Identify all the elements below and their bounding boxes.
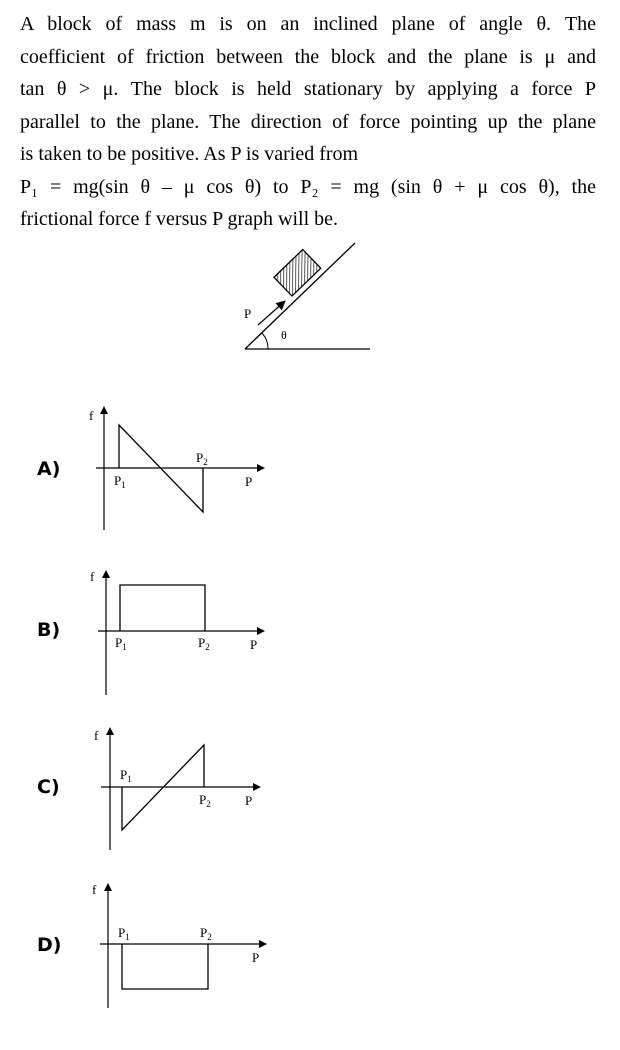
f-axis-arrow xyxy=(106,727,114,735)
force-arrow xyxy=(258,302,284,325)
friction-curve xyxy=(122,944,208,989)
option-b-graph xyxy=(90,569,265,695)
option-d-label[interactable]: D) xyxy=(37,934,62,956)
question-line: P₁ = mg(sin θ – μ cos θ) to P₂ = mg (sin θ + μ cos θ), the xyxy=(20,175,596,198)
p-axis-arrow xyxy=(257,464,265,472)
question-line: A block of mass m is on an inclined plane of angle θ. The xyxy=(20,13,596,35)
f-axis-label: f xyxy=(92,882,97,897)
incline-diagram xyxy=(244,243,370,349)
angle-label: θ xyxy=(281,328,287,342)
option-b-label[interactable]: B) xyxy=(37,619,61,641)
angle-arc xyxy=(262,333,268,349)
hatched-block xyxy=(274,250,321,296)
p2-label: $P_2$ xyxy=(196,450,208,467)
p-axis-arrow xyxy=(253,783,261,791)
option-c-graph xyxy=(94,727,261,850)
p-axis-label: P xyxy=(245,793,253,808)
option-a-label[interactable]: A) xyxy=(37,458,61,480)
question-line: frictional force f versus P graph will be. xyxy=(20,208,339,230)
f-axis-label: f xyxy=(94,728,99,743)
option-c-label[interactable]: C) xyxy=(37,776,60,798)
f-axis-arrow xyxy=(102,570,110,578)
p-axis-arrow xyxy=(257,627,265,635)
f-axis-arrow xyxy=(104,883,112,891)
p-axis-label: P xyxy=(245,474,253,489)
f-axis-label: f xyxy=(89,408,94,423)
option-a-graph xyxy=(89,406,265,530)
f-axis-arrow xyxy=(100,406,108,414)
p-axis-arrow xyxy=(259,940,267,948)
question-line: parallel to the plane. The direction of force pointing up the plane xyxy=(20,110,596,133)
p2-label: $P_2$ xyxy=(200,925,212,942)
p1-label: $P_1$ xyxy=(115,635,127,652)
question-line: coefficient of friction between the block and the plane is μ and xyxy=(20,45,596,68)
question-line: tan θ > μ. The block is held stationary by applying a force P xyxy=(20,78,596,100)
p2-label: $P_2$ xyxy=(198,635,210,652)
p1-label: $P_1$ xyxy=(120,767,132,784)
option-d-graph xyxy=(92,882,267,1008)
p1-label: $P_1$ xyxy=(114,473,126,490)
force-label: P xyxy=(244,306,252,321)
p-axis-label: P xyxy=(250,637,258,652)
f-axis-label: f xyxy=(90,569,95,584)
question-line: is taken to be positive. As P is varied from xyxy=(20,143,359,165)
p-axis-label: P xyxy=(252,950,260,965)
p2-label: $P_2$ xyxy=(199,792,211,809)
p1-label: $P_1$ xyxy=(118,925,130,942)
friction-curve xyxy=(120,585,205,631)
